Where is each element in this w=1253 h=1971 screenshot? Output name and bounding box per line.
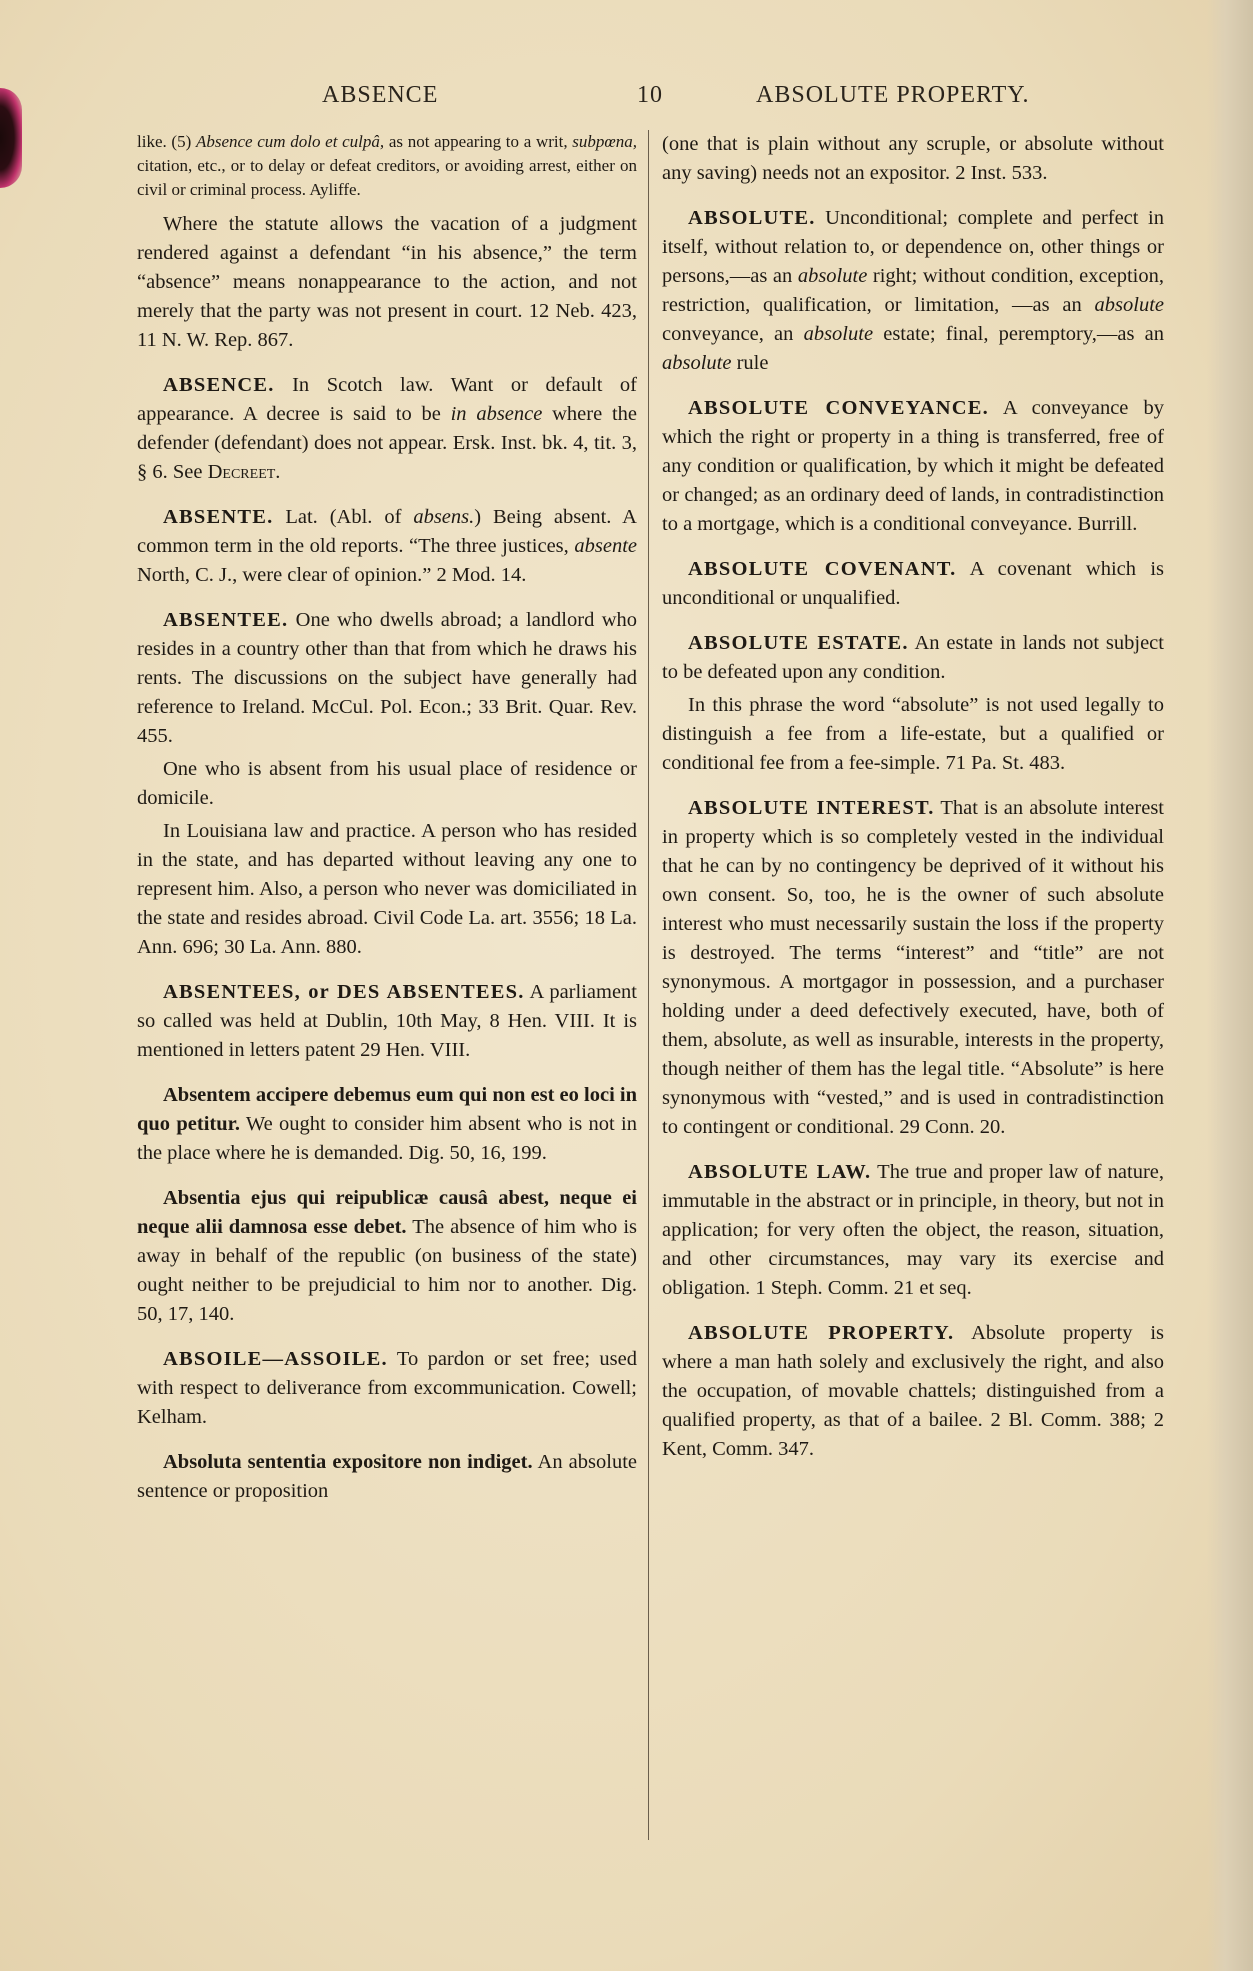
- entry-maxim: Absentem accipere debemus eum qui non est eo loci in quo petitur. We ought to consider him absent who is not in the place where he is demanded. Dig. 50, 16, 199.: [137, 1084, 637, 1164]
- left-column: [137, 130, 637, 1522]
- header-left-term: ABSENCE: [322, 82, 439, 108]
- entry-continuation: like. (5) Absence cum dolo et culpâ, as not appearing to a writ, subpœna, citation, etc., or to delay or defeat creditors, or avoiding arrest, either on civil or criminal process. Ayliffe.: [137, 132, 637, 199]
- entry-maxim: Absentia ejus qui reipublicæ causâ abest, neque ei neque alii damnosa esse debet. The absence of him who is away in behalf of the republic (on business of the state) ought neither to be prejudicial to him nor to another. Dig. 50, 17, 140.: [137, 1187, 637, 1325]
- entry-absentee: ABSENTEE. One who dwells abroad; a landlord who resides in a country other than that from which he draws his rents. The discussions on the subject have generally had reference to Ireland. McCul. Pol. Econ.; 33 Brit. Quar. Rev. 455.: [137, 609, 637, 747]
- entry-term: ABSOLUTE INTEREST.: [688, 797, 935, 819]
- entry-absolute: ABSOLUTE. Unconditional; complete and perfect in itself, without relation to, or dependence on, other things or persons,—as an absolute right; without condition, exception, restriction, qualification, or limitation, —as an absolute conveyance, an absolute estate; final, peremptory,—as an absolute rule: [662, 207, 1165, 374]
- entry-term: ABSENTEES, or DES ABSENTEES.: [163, 981, 525, 1003]
- right-column: [662, 130, 1164, 1480]
- entry-absence-scotch: ABSENCE. In Scotch law. Want or default of appearance. A decree is said to be in absence where the defender (defendant) does not appear. Ersk. Inst. bk. 4, tit. 3, § 6. See Decreet.: [137, 374, 637, 483]
- entry-absolute-estate: ABSOLUTE ESTATE. An estate in lands not subject to be defeated upon any condition.: [662, 632, 1164, 683]
- header-right-term: ABSOLUTE PROPERTY.: [756, 82, 1030, 108]
- entry-term: ABSOILE—ASSOILE.: [163, 1348, 388, 1370]
- entry-term: ABSOLUTE PROPERTY.: [688, 1322, 955, 1344]
- entry-term: ABSOLUTE CONVEYANCE.: [688, 397, 989, 419]
- entry-term: ABSOLUTE LAW.: [688, 1161, 872, 1183]
- entry-paragraph: In this phrase the word “absolute” is not used legally to distinguish a fee from a life-estate, but a qualified or conditional fee from a fee-simple. 71 Pa. St. 483.: [662, 694, 1164, 774]
- entry-term: ABSENTE.: [163, 506, 274, 528]
- entry-term: ABSOLUTE COVENANT.: [688, 558, 957, 580]
- entry-paragraph: One who is absent from his usual place of residence or domicile.: [137, 758, 637, 809]
- page-number: 10: [637, 82, 663, 108]
- entry-paragraph: Where the statute allows the vacation of a judgment rendered against a defendant “in his absence,” the term “absence” means nonappearance to the action, and not merely that the party was not present in court. 12 Neb. 423, 11 N. W. Rep. 867.: [137, 213, 637, 351]
- entry-term: ABSENTEE.: [163, 609, 289, 631]
- entry-absolute-covenant: ABSOLUTE COVENANT. A covenant which is unconditional or unqualified.: [662, 558, 1165, 609]
- entry-absentees: ABSENTEES, or DES ABSENTEES. A parliament so called was held at Dublin, 10th May, 8 Hen. VIII. It is mentioned in letters patent 29 Hen. VIII.: [137, 981, 637, 1061]
- maxim-text: Absoluta sententia expositore non indiget.: [163, 1451, 533, 1473]
- entry-maxim: Absoluta sententia expositore non indiget. An absolute sentence or proposition: [137, 1451, 637, 1502]
- entry-term: ABSENCE.: [163, 374, 275, 396]
- page-edge-shadow: [1207, 0, 1253, 1971]
- column-divider: [648, 130, 649, 1840]
- entry-continuation: (one that is plain without any scruple, or absolute without any saving) needs not an expositor. 2 Inst. 533.: [662, 133, 1164, 184]
- entry-term: ABSOLUTE ESTATE.: [688, 632, 909, 654]
- entry-absolute-conveyance: ABSOLUTE CONVEYANCE. A conveyance by which the right or property in a thing is transferred, free of any condition or qualification, by which it might be defeated or changed; as an ordinary deed of lands, in contradistinction to a mortgage, which is a conditional conveyance. Burrill.: [662, 397, 1164, 535]
- entry-absoile: ABSOILE—ASSOILE. To pardon or set free; used with respect to deliverance from excommunication. Cowell; Kelham.: [137, 1348, 637, 1428]
- entry-term: ABSOLUTE.: [688, 207, 816, 229]
- entry-paragraph: In Louisiana law and practice. A person who has resided in the state, and has departed without leaving any one to represent him. Also, a person who never was domiciliated in the state and resides abroad. Civil Code La. art. 3556; 18 La. Ann. 696; 30 La. Ann. 880.: [137, 820, 637, 958]
- maxim-text: Absentem accipere debemus eum qui non est eo loci in quo petitur.: [137, 1084, 637, 1135]
- entry-absolute-interest: ABSOLUTE INTEREST. That is an absolute interest in property which is so completely vested in the individual that he can by no contingency be deprived of it without his own consent. So, too, he is the owner of such absolute interest who must necessarily sustain the loss if the property is destroyed. The terms “interest” and “title” are not synonymous. A mortgagor in possession, and a purchaser holding under a deed defectively executed, have, both of them, absolute, as well as insurable, interests in the property, though neither of them has the legal title. “Absolute” is here synonymous with “vested,” and is used in contradistinction to contingent or conditional. 29 Conn. 20.: [662, 797, 1164, 1138]
- entry-absolute-property: ABSOLUTE PROPERTY. Absolute property is where a man hath solely and exclusively the right, and also the occupation, of movable chattels; distinguished from a qualified property, as that of a bailee. 2 Bl. Comm. 388; 2 Kent, Comm. 347.: [662, 1322, 1164, 1460]
- running-header: [0, 82, 1253, 116]
- entry-absolute-law: ABSOLUTE LAW. The true and proper law of nature, immutable in the abstract or in principle, in theory, but not in application; for very often the object, the reason, situation, and other circumstances, may vary its exercise and obligation. 1 Steph. Comm. 21 et seq.: [662, 1161, 1165, 1299]
- maxim-text: Absentia ejus qui reipublicæ causâ abest, neque ei neque alii damnosa esse debet.: [137, 1187, 637, 1238]
- entry-absente: ABSENTE. Lat. (Abl. of absens.) Being absent. A common term in the old reports. “The three justices, absente North, C. J., were clear of opinion.” 2 Mod. 14.: [137, 506, 637, 586]
